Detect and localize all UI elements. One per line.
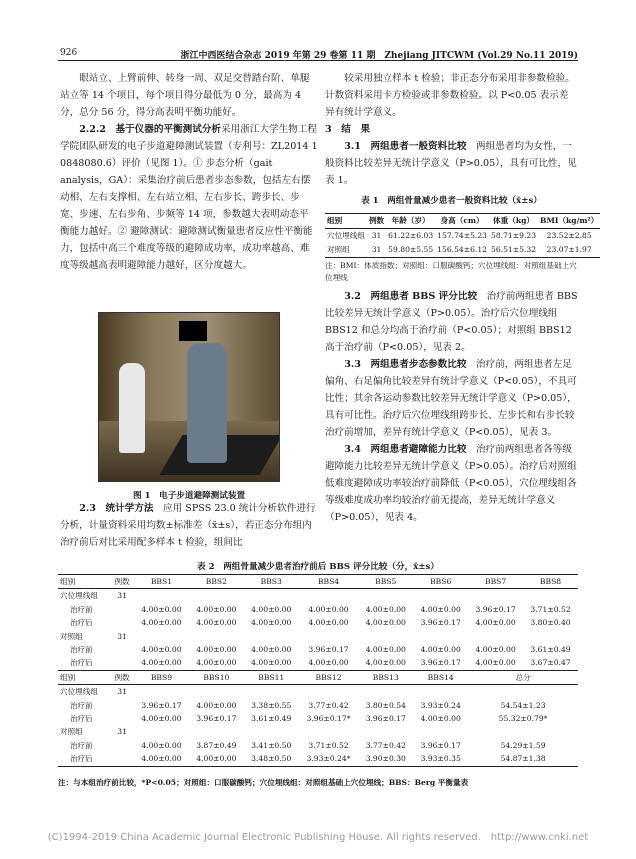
table-cell: 4.00±0.00	[141, 645, 182, 655]
table-1-header: 体重（kg）	[493, 216, 534, 225]
paragraph-instrument-text: 采用浙江大学生物工程学院团队研发的电子步道避障测试装置（专利号：ZL2014 1 0848080.6）评价（见图 1）。① 步态分析（gait analysis，GA）：采集治疗前后患者步态参数，包括左右摆动相、左右支撑相、左右站立相、左右步长、跨步长、步宽、步速、左右步角、步频等 14 项，参数越大表明动态平衡能力越好。② 避障测试：避障测试衡量患者反应性平衡能力，包括中高三个难度等级的避障成功率，成功率越高、难度等级越高表明避障能力越好，区分度越大。	[60, 124, 318, 271]
table-cell: 4.00±0.00	[251, 645, 292, 655]
section-heading-3: 3 结 果	[325, 124, 371, 135]
paragraph-stats: 应用 SPSS 23.0 统计分析软件进行分析，计量资料采用均数±标准差（x̄±s），若正态分布组内治疗前后对比采用配多样本 t 检验，组间比	[60, 503, 316, 548]
table-cell: 3.38±0.55	[251, 700, 292, 710]
table-cell	[189, 685, 244, 699]
header-rule	[58, 60, 578, 61]
table-cell	[299, 589, 359, 603]
table-cell	[468, 725, 578, 738]
table-cell	[299, 630, 359, 643]
table-cell: 3.96±0.17*	[306, 714, 351, 724]
table-2-header: 例数	[110, 575, 134, 589]
table-cell	[134, 725, 189, 738]
table-cell: 穴位埋线组	[327, 231, 365, 240]
table-header-row	[58, 670, 578, 684]
table-cell: 4.00±0.00	[308, 604, 349, 614]
table-2-header: 组别	[58, 670, 110, 684]
table-cell	[413, 630, 468, 643]
table-cell: 4.00±0.00	[475, 645, 516, 655]
journal-header: 浙江中西医结合杂志 2019 年第 29 卷第 11 期 Zhejiang JITCWM (Vol.29 No.11 2019)	[180, 51, 578, 61]
table-cell	[244, 589, 299, 603]
table-cell: 3.96±0.17	[475, 604, 516, 614]
face-redaction	[179, 321, 207, 341]
table-cell: 4.00±0.00	[134, 656, 189, 670]
paragraph-bbs: 治疗前两组患者 BBS 比较差异无统计学意义（P>0.05）。治疗后穴位埋线组 BBS12 和总分均高于治疗前（P<0.05）；对照组 BBS12 高于治疗前（P<0.05），见表 2。	[325, 291, 578, 353]
table-cell: 4.00±0.00	[358, 656, 413, 670]
table-cell	[110, 712, 134, 725]
table-1-header: 身高（cm）	[440, 216, 484, 225]
table-cell: 31	[117, 727, 127, 737]
table-cell: 治疗后	[58, 752, 110, 766]
table-cell: 4.00±0.00	[141, 740, 182, 750]
paragraph-gait: 治疗前，两组患者左足偏角、右足偏角比较差异有统计学意义（P<0.05），不具可比性；其余各运动参数比较差异无统计学意义（P>0.05），具有可比性。治疗后穴位埋线组跨步长、左步长和右步长较治疗前增加，差异有统计学意义（P<0.05），见表 3。	[325, 359, 577, 438]
table-cell	[523, 589, 578, 603]
table-2-header: 组别	[58, 575, 110, 589]
table-cell: 31	[117, 591, 127, 601]
table-cell: 4.00±0.00	[251, 618, 292, 628]
table-row	[58, 725, 578, 738]
table-cell: 23.52±2.85	[546, 231, 592, 240]
table-cell: 治疗后	[70, 714, 93, 724]
section-heading-3-3: 3.3 两组患者步态参数比较	[344, 359, 467, 370]
table-cell: 3.61±0.49	[251, 714, 292, 724]
table-cell	[134, 630, 189, 643]
table-1-header: 例数	[368, 216, 385, 225]
table-1-header: 组别	[327, 216, 343, 225]
left-column	[60, 70, 318, 274]
table-2-header: BBS7	[468, 575, 523, 589]
table-cell: 3.96±0.17	[420, 740, 461, 750]
table-cell: 4.00±0.00	[365, 604, 406, 614]
table-cell	[358, 725, 413, 738]
table-cell: 4.00±0.00	[196, 604, 237, 614]
table-cell: 4.00±0.00	[141, 618, 182, 628]
table-cell: 治疗后	[58, 656, 110, 670]
table-header-row	[58, 575, 578, 589]
table-row	[58, 589, 578, 603]
paragraph-obstacle: 治疗前两组患者各等级避障能力比较差异无统计学意义（P>0.05）。治疗后对照组低难度避障成功率较治疗前降低（P<0.05），穴位埋线组各等级难度成功率均较治疗前无提高，差异无统计学意义（P>0.05），见表 4。	[325, 444, 577, 523]
table-1	[325, 213, 600, 258]
table-2-header: 总分	[468, 670, 578, 684]
table-cell: 31	[117, 687, 127, 697]
table-row	[58, 752, 578, 766]
table-cell: 对照组	[327, 245, 350, 254]
table-1-title: 表 1 两组骨量减少患者一般资料比较（x̄±s）	[361, 196, 542, 206]
left-column-stats	[60, 500, 318, 551]
table-cell	[413, 725, 468, 738]
table-cell	[299, 685, 359, 699]
table-row	[58, 685, 578, 699]
table-cell	[244, 630, 299, 643]
table-cell: 54.29±1.59	[500, 740, 546, 750]
table-cell	[358, 589, 413, 603]
table-cell	[468, 685, 578, 699]
table-cell: 3.93±0.24	[420, 700, 461, 710]
table-2-header: BBS14	[413, 670, 468, 684]
table-2-header: BBS9	[134, 670, 189, 684]
table-2-header: BBS2	[189, 575, 244, 589]
table-cell	[189, 589, 244, 603]
table-2-header: 例数	[110, 670, 134, 684]
table-cell	[523, 630, 578, 643]
table-row	[58, 603, 578, 616]
section-heading-2-2-2: 2.2.2 基于仪器的平衡测试分析	[79, 124, 222, 135]
table-2-note: 注：与本组治疗前比较，*P<0.05；对照组：口服碳酸钙；穴位埋线组：对照组基础上穴位埋线；BBS：Berg 平衡量表	[58, 778, 469, 787]
table-cell: 3.80±0.54	[365, 700, 406, 710]
table-cell	[189, 630, 244, 643]
table-row	[58, 616, 578, 629]
table-cell: 对照组	[60, 727, 83, 737]
table-cell: 治疗前	[70, 700, 93, 710]
table-row	[325, 229, 600, 244]
table-2-header: BBS6	[413, 575, 468, 589]
paragraph-general: 两组患者均为女性，一般资料比较差异无统计学意义（P>0.05），具有可比性，见表 1。	[325, 141, 577, 186]
table-cell: 治疗前	[70, 645, 93, 655]
section-heading-3-1: 3.1 两组患者一般资料比较	[344, 141, 467, 152]
table-cell	[189, 725, 244, 738]
table-cell	[244, 685, 299, 699]
table-cell: 3.96±0.17	[141, 700, 182, 710]
table-cell: 3.90±0.30	[358, 752, 413, 766]
table-cell: 4.00±0.00	[420, 714, 461, 724]
table-cell: 治疗前	[70, 740, 93, 750]
table-cell: 3.71±0.52	[530, 604, 571, 614]
table-1-header: BMI（kg/m²）	[540, 216, 599, 225]
table-cell: 4.00±0.00	[141, 714, 182, 724]
table-cell: 3.93±0.24*	[299, 752, 359, 766]
table-row	[325, 243, 600, 258]
figure-1-photo	[98, 312, 280, 482]
table-cell: 55.32±0.79*	[498, 714, 548, 724]
table-row	[58, 739, 578, 752]
table-cell: 4.00±0.00	[196, 618, 237, 628]
table-cell	[110, 752, 134, 766]
table-2-header: BBS11	[244, 670, 299, 684]
paragraph-stats-cont: 较采用独立样本 t 检验；非正态分布采用非参数检验。计数资料采用卡方检验或非参数检验。以 P<0.05 表示差异有统计学意义。	[325, 73, 575, 118]
table-cell: 4.00±0.00	[196, 645, 237, 655]
table-cell: 31	[371, 245, 382, 254]
table-cell	[413, 589, 468, 603]
table-cell	[468, 630, 523, 643]
table-cell: 157.74±5.23	[437, 231, 488, 240]
table-row	[58, 712, 578, 725]
table-cell: 31	[371, 231, 382, 240]
table-row	[58, 656, 578, 670]
table-cell: 穴位埋线组	[60, 591, 98, 601]
table-cell: 4.00±0.00	[244, 656, 299, 670]
paragraph-instrument	[60, 121, 318, 274]
table-cell: 61.22±6.03	[388, 231, 434, 240]
table-cell: 4.00±0.00	[189, 656, 244, 670]
table-cell: 穴位埋线组	[60, 687, 98, 697]
table-cell: 4.00±0.00	[251, 604, 292, 614]
table-cell	[134, 685, 189, 699]
table-cell: 4.00±0.00	[299, 656, 359, 670]
table-cell: 54.87±1.38	[468, 752, 578, 766]
table-cell	[134, 589, 189, 603]
table-cell	[110, 603, 134, 616]
table-cell: 治疗前	[70, 604, 93, 614]
table-cell: 4.00±0.00	[196, 700, 237, 710]
table-2-header: BBS1	[134, 575, 189, 589]
table-2-header: BBS10	[189, 670, 244, 684]
paragraph-bbs-items: 眼站立、上臂前伸、转身一周、双足交替踏台阶、单腿站立等 14 个项目，每个项目得分最低为 0 分，最高为 4 分，总分 56 分，得分高表明平衡功能好。	[60, 73, 310, 118]
table-cell: 4.00±0.00	[365, 645, 406, 655]
table-cell: 58.71±9.23	[491, 231, 537, 240]
table-cell: 3.71±0.52	[308, 740, 349, 750]
copyright-footer: (C)1994-2019 China Academic Journal Electronic Publishing House. All rights reserved. http://www.cnki.net	[47, 832, 589, 843]
table-cell	[468, 589, 523, 603]
table-cell: 3.80±0.40	[530, 618, 571, 628]
table-cell: 3.96±0.17	[196, 714, 237, 724]
table-row	[58, 699, 578, 712]
table-cell: 156.54±6.12	[437, 245, 488, 254]
section-heading-3-4: 3.4 两组患者避障能力比较	[344, 444, 467, 455]
table-cell: 4.00±0.00	[475, 618, 516, 628]
table-cell	[358, 685, 413, 699]
table-cell: 4.00±0.00	[134, 752, 189, 766]
table-cell	[110, 739, 134, 752]
table-2-title: 表 2 两组骨量减少患者治疗前后 BBS 评分比较（分，x̄±s）	[197, 562, 439, 572]
table-cell: 4.00±0.00	[420, 604, 461, 614]
table-cell: 23.07±1.97	[546, 245, 592, 254]
table-cell: 4.00±0.00	[420, 645, 461, 655]
table-cell: 3.77±0.42	[365, 740, 406, 750]
table-cell: 4.00±0.00	[308, 618, 349, 628]
table-2-header: BBS12	[299, 670, 359, 684]
table-cell: 59.80±5.55	[388, 245, 434, 254]
table-cell: 3.96±0.17	[308, 645, 349, 655]
figure-1-caption: 图 1 电子步道避障测试装置	[132, 491, 246, 501]
table-row	[58, 630, 578, 643]
table-row	[58, 643, 578, 656]
table-cell	[413, 685, 468, 699]
table-cell: 对照组	[60, 631, 83, 641]
table-cell	[110, 616, 134, 629]
table-cell: 4.00±0.00	[468, 656, 523, 670]
table-cell: 3.77±0.42	[308, 700, 349, 710]
table-cell: 56.51±5.32	[491, 245, 537, 254]
table-cell: 3.87±0.49	[196, 740, 237, 750]
table-1-header: 年龄（岁）	[391, 216, 430, 225]
page-number: 926	[60, 48, 78, 58]
table-cell	[299, 725, 359, 738]
right-column	[325, 70, 599, 526]
table-cell	[110, 643, 134, 656]
table-2-header: BBS13	[358, 670, 413, 684]
table-2-header: BBS5	[358, 575, 413, 589]
section-heading-2-3: 2.3 统计学方法	[79, 503, 154, 514]
table-cell: 3.41±0.50	[251, 740, 292, 750]
table-cell	[110, 699, 134, 712]
table-1-note: 注：BMI：体质指数；对照组：口服碳酸钙；穴位埋线组：对照组基础上穴位埋线	[325, 261, 577, 282]
table-cell: 31	[117, 631, 127, 641]
section-heading-3-2: 3.2 两组患者 BBS 评分比较	[344, 291, 478, 302]
table-cell: 4.00±0.00	[141, 604, 182, 614]
table-cell: 3.96±0.17	[413, 656, 468, 670]
table-cell: 治疗后	[70, 618, 93, 628]
table-cell: 3.96±0.17	[420, 618, 461, 628]
table-cell: 3.93±0.35	[413, 752, 468, 766]
table-cell: 3.61±0.49	[530, 645, 571, 655]
patient-figure	[187, 343, 227, 463]
table-cell	[358, 630, 413, 643]
table-cell: 3.48±0.50	[244, 752, 299, 766]
table-cell: 3.67±0.47	[523, 656, 578, 670]
table-cell: 4.00±0.00	[189, 752, 244, 766]
table-cell	[244, 725, 299, 738]
table-cell: 4.00±0.00	[365, 618, 406, 628]
table-2-header: BBS3	[244, 575, 299, 589]
table-2-header: BBS4	[299, 575, 359, 589]
table-cell: 3.96±0.17	[365, 714, 406, 724]
table-cell	[110, 656, 134, 670]
staff-figure	[119, 363, 145, 453]
table-cell: 54.54±1.23	[500, 700, 546, 710]
table-2	[58, 574, 578, 767]
table-2-header: BBS8	[523, 575, 578, 589]
